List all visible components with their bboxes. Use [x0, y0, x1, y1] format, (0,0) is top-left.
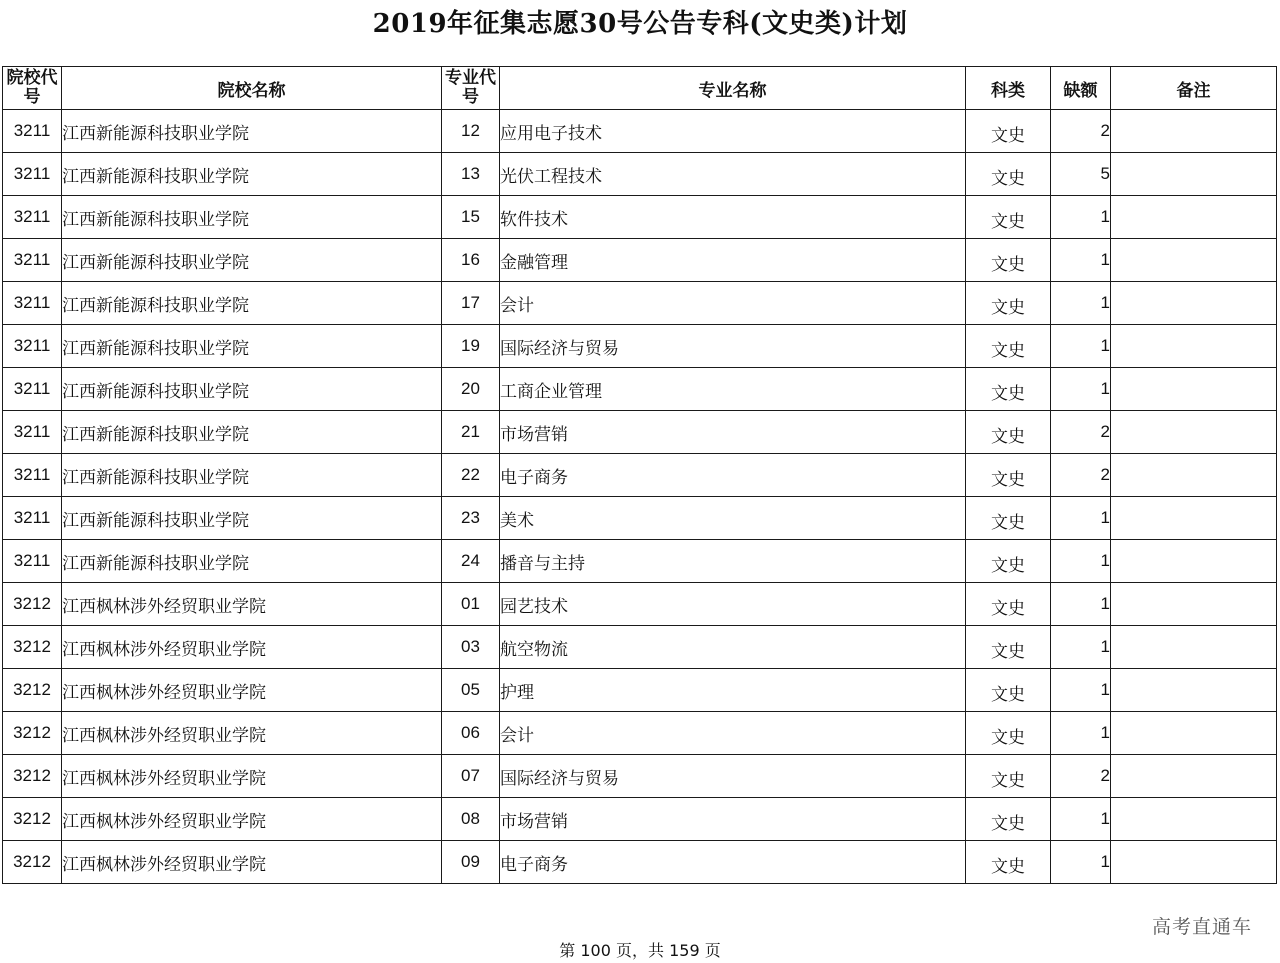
cell-major-name: 电子商务 [500, 841, 966, 884]
cell-note [1111, 153, 1277, 196]
table-row [3, 325, 1277, 368]
cell-note [1111, 669, 1277, 712]
cell-school-name: 江西新能源科技职业学院 [62, 497, 442, 540]
cell-vacancy: 2 [1051, 411, 1111, 454]
cell-school-name: 江西新能源科技职业学院 [62, 153, 442, 196]
table-row [3, 583, 1277, 626]
cell-vacancy: 1 [1051, 368, 1111, 411]
table-row [3, 755, 1277, 798]
cell-vacancy: 1 [1051, 712, 1111, 755]
table-row [3, 540, 1277, 583]
cell-major-name: 会计 [500, 712, 966, 755]
cell-major-code: 07 [442, 755, 500, 798]
cell-school-code: 3211 [3, 497, 62, 540]
table-row [3, 669, 1277, 712]
cell-note [1111, 110, 1277, 153]
header-school-name: 院校名称 [62, 67, 442, 110]
cell-vacancy: 1 [1051, 626, 1111, 669]
cell-major-name: 护理 [500, 669, 966, 712]
cell-major-code: 08 [442, 798, 500, 841]
cell-school-name: 江西枫林涉外经贸职业学院 [62, 712, 442, 755]
cell-school-name: 江西新能源科技职业学院 [62, 325, 442, 368]
cell-note [1111, 798, 1277, 841]
cell-category [966, 583, 1051, 626]
category-text: 文史 [991, 555, 1025, 576]
category-text: 文史 [991, 383, 1025, 404]
cell-school-code: 3211 [3, 282, 62, 325]
cell-major-code: 06 [442, 712, 500, 755]
category-text: 文史 [991, 125, 1025, 146]
cell-school-code: 3211 [3, 411, 62, 454]
cell-category [966, 153, 1051, 196]
cell-school-name: 江西新能源科技职业学院 [62, 196, 442, 239]
cell-major-code: 17 [442, 282, 500, 325]
header-row [3, 67, 1277, 110]
cell-school-code: 3212 [3, 798, 62, 841]
category-text: 文史 [991, 254, 1025, 275]
table-row [3, 798, 1277, 841]
cell-category [966, 368, 1051, 411]
header-major-code: 专业代号 [442, 67, 500, 110]
cell-note [1111, 239, 1277, 282]
watermark: 高考直通车 [1151, 916, 1252, 938]
category-text: 文史 [991, 598, 1025, 619]
category-text: 文史 [991, 770, 1025, 791]
cell-vacancy: 5 [1051, 153, 1111, 196]
category-text: 文史 [991, 297, 1025, 318]
cell-note [1111, 626, 1277, 669]
cell-vacancy: 1 [1051, 325, 1111, 368]
cell-school-code: 3212 [3, 669, 62, 712]
cell-school-name: 江西枫林涉外经贸职业学院 [62, 583, 442, 626]
header-vacancy: 缺额 [1051, 67, 1111, 110]
header-school-code: 院校代号 [3, 67, 62, 110]
cell-school-name: 江西枫林涉外经贸职业学院 [62, 841, 442, 884]
cell-school-code: 3211 [3, 196, 62, 239]
table-row [3, 110, 1277, 153]
category-text: 文史 [991, 168, 1025, 189]
cell-note [1111, 368, 1277, 411]
cell-school-code: 3211 [3, 239, 62, 282]
cell-note [1111, 712, 1277, 755]
cell-school-name: 江西新能源科技职业学院 [62, 110, 442, 153]
cell-school-name: 江西新能源科技职业学院 [62, 540, 442, 583]
cell-major-name: 金融管理 [500, 239, 966, 282]
cell-note [1111, 411, 1277, 454]
cell-major-code: 16 [442, 239, 500, 282]
category-text: 文史 [991, 211, 1025, 232]
cell-major-code: 13 [442, 153, 500, 196]
table-row [3, 196, 1277, 239]
cell-major-name: 美术 [500, 497, 966, 540]
cell-category [966, 798, 1051, 841]
table-row [3, 153, 1277, 196]
table-header [3, 67, 1277, 110]
cell-category [966, 196, 1051, 239]
cell-vacancy: 1 [1051, 540, 1111, 583]
cell-note [1111, 540, 1277, 583]
table-row [3, 626, 1277, 669]
cell-vacancy: 2 [1051, 110, 1111, 153]
cell-school-code: 3212 [3, 841, 62, 884]
table-row [3, 497, 1277, 540]
table-row [3, 841, 1277, 884]
cell-major-name: 播音与主持 [500, 540, 966, 583]
category-text: 文史 [991, 813, 1025, 834]
category-text: 文史 [991, 727, 1025, 748]
cell-major-code: 05 [442, 669, 500, 712]
table-row [3, 368, 1277, 411]
cell-school-code: 3211 [3, 325, 62, 368]
category-text: 文史 [991, 340, 1025, 361]
cell-major-name: 航空物流 [500, 626, 966, 669]
cell-category [966, 239, 1051, 282]
cell-major-name: 市场营销 [500, 798, 966, 841]
cell-category [966, 325, 1051, 368]
cell-major-code: 22 [442, 454, 500, 497]
cell-vacancy: 1 [1051, 841, 1111, 884]
cell-category [966, 755, 1051, 798]
cell-major-code: 24 [442, 540, 500, 583]
cell-school-name: 江西枫林涉外经贸职业学院 [62, 626, 442, 669]
cell-major-code: 15 [442, 196, 500, 239]
cell-major-name: 光伏工程技术 [500, 153, 966, 196]
cell-school-code: 3211 [3, 540, 62, 583]
cell-major-code: 21 [442, 411, 500, 454]
cell-note [1111, 841, 1277, 884]
cell-vacancy: 1 [1051, 798, 1111, 841]
cell-note [1111, 755, 1277, 798]
page-footer: 第 100 页，共 159 页 [559, 941, 721, 960]
cell-school-code: 3211 [3, 153, 62, 196]
cell-major-name: 软件技术 [500, 196, 966, 239]
table-row [3, 712, 1277, 755]
cell-school-name: 江西新能源科技职业学院 [62, 239, 442, 282]
cell-vacancy: 1 [1051, 196, 1111, 239]
cell-school-name: 江西枫林涉外经贸职业学院 [62, 755, 442, 798]
category-text: 文史 [991, 469, 1025, 490]
cell-school-name: 江西枫林涉外经贸职业学院 [62, 798, 442, 841]
header-category: 科类 [966, 67, 1051, 110]
cell-category [966, 411, 1051, 454]
cell-vacancy: 2 [1051, 755, 1111, 798]
cell-school-code: 3212 [3, 583, 62, 626]
enrollment-plan-table [2, 66, 1277, 884]
cell-major-code: 12 [442, 110, 500, 153]
category-text: 文史 [991, 641, 1025, 662]
table-row [3, 411, 1277, 454]
cell-school-name: 江西枫林涉外经贸职业学院 [62, 669, 442, 712]
cell-school-code: 3212 [3, 712, 62, 755]
table-row [3, 239, 1277, 282]
cell-category [966, 626, 1051, 669]
category-text: 文史 [991, 512, 1025, 533]
category-text: 文史 [991, 856, 1025, 877]
cell-vacancy: 1 [1051, 239, 1111, 282]
cell-vacancy: 2 [1051, 454, 1111, 497]
cell-note [1111, 583, 1277, 626]
cell-note [1111, 325, 1277, 368]
cell-major-name: 国际经济与贸易 [500, 325, 966, 368]
cell-school-name: 江西新能源科技职业学院 [62, 368, 442, 411]
cell-school-code: 3212 [3, 755, 62, 798]
cell-major-name: 国际经济与贸易 [500, 755, 966, 798]
cell-major-name: 会计 [500, 282, 966, 325]
cell-category [966, 540, 1051, 583]
header-major-name: 专业名称 [500, 67, 966, 110]
cell-school-code: 3211 [3, 368, 62, 411]
cell-major-code: 01 [442, 583, 500, 626]
cell-major-code: 03 [442, 626, 500, 669]
header-note: 备注 [1111, 67, 1277, 110]
category-text: 文史 [991, 684, 1025, 705]
category-text: 文史 [991, 426, 1025, 447]
cell-major-name: 工商企业管理 [500, 368, 966, 411]
cell-vacancy: 1 [1051, 497, 1111, 540]
cell-category [966, 110, 1051, 153]
page-title: 2019年征集志愿30号公告专科(文史类)计划 [372, 9, 908, 39]
cell-vacancy: 1 [1051, 583, 1111, 626]
cell-note [1111, 497, 1277, 540]
cell-note [1111, 454, 1277, 497]
table-row [3, 454, 1277, 497]
cell-school-name: 江西新能源科技职业学院 [62, 454, 442, 497]
cell-major-code: 19 [442, 325, 500, 368]
cell-category [966, 454, 1051, 497]
cell-major-code: 20 [442, 368, 500, 411]
cell-category [966, 712, 1051, 755]
cell-major-name: 市场营销 [500, 411, 966, 454]
cell-category [966, 841, 1051, 884]
cell-major-name: 园艺技术 [500, 583, 966, 626]
cell-note [1111, 196, 1277, 239]
cell-category [966, 669, 1051, 712]
cell-vacancy: 1 [1051, 282, 1111, 325]
cell-school-code: 3211 [3, 110, 62, 153]
table-body [3, 110, 1277, 884]
cell-category [966, 282, 1051, 325]
cell-note [1111, 282, 1277, 325]
cell-school-code: 3212 [3, 626, 62, 669]
cell-school-name: 江西新能源科技职业学院 [62, 411, 442, 454]
cell-major-name: 电子商务 [500, 454, 966, 497]
cell-school-code: 3211 [3, 454, 62, 497]
cell-vacancy: 1 [1051, 669, 1111, 712]
cell-major-code: 23 [442, 497, 500, 540]
table-row [3, 282, 1277, 325]
cell-major-name: 应用电子技术 [500, 110, 966, 153]
cell-school-name: 江西新能源科技职业学院 [62, 282, 442, 325]
cell-major-code: 09 [442, 841, 500, 884]
cell-category [966, 497, 1051, 540]
